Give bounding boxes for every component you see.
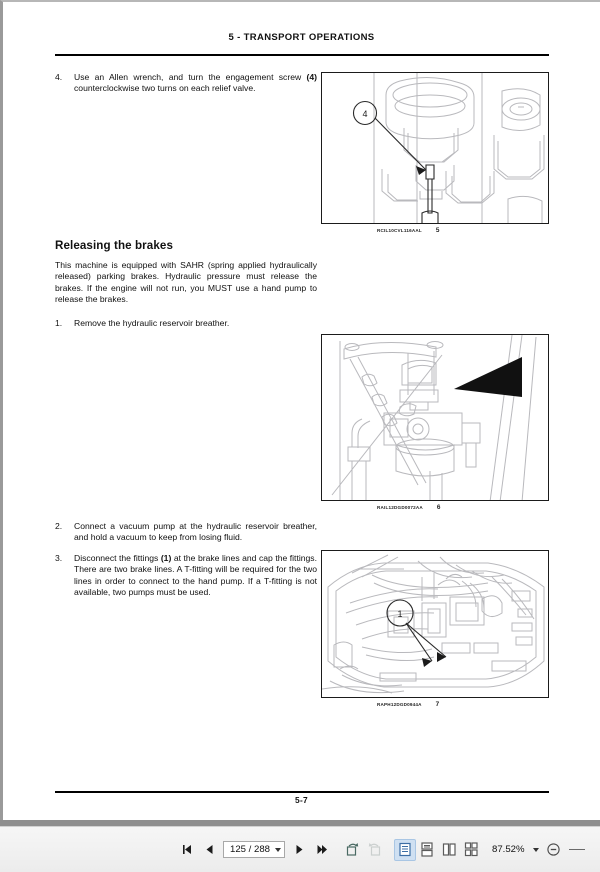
step-2-number: 2. [55,521,63,531]
footer-divider [55,791,549,793]
figure-6-caption [321,504,549,511]
rotate-clockwise-button[interactable] [341,839,363,861]
zoom-group [482,839,585,861]
two-page-continuous-view-icon [464,842,479,857]
steps-2-3-block [55,521,317,607]
pdf-toolbar [0,826,600,872]
view-single-page-button[interactable] [394,839,416,861]
section-title: Releasing the brakes [55,239,173,252]
step-4-text [74,72,317,95]
page-number-footer: 5-7 [294,795,308,805]
step-4-number: 4. [55,72,63,82]
navigation-group [176,839,332,861]
figure-6-code: RAIL12DGD0072AA [377,505,423,510]
step-4-text-part1: Use an Allen wrench, and turn the engagement screw [74,72,307,82]
zoom-out-button[interactable] [543,839,565,861]
chevron-down-icon[interactable] [275,848,281,852]
figure-7 [321,550,549,708]
list-item [55,553,317,599]
step-3-reference: (1) [160,552,172,563]
relief-valve-illustration [322,73,549,224]
rotate-group [341,839,385,861]
page-number-input[interactable] [223,841,285,858]
step-3-text [74,553,317,599]
view-mode-group [394,839,482,861]
step-1-number: 1. [55,317,63,328]
figure-5 [321,72,549,234]
hydraulic-reservoir-breather-illustration [322,335,549,501]
next-page-button[interactable] [288,839,310,861]
view-two-page-button[interactable] [438,839,460,861]
figure-5-image [321,72,549,224]
list-item [55,521,317,544]
figure-5-number: 5 [435,227,440,234]
two-page-view-icon [442,842,457,857]
running-header: 5 - TRANSPORT OPERATIONS [228,32,375,43]
previous-page-button[interactable] [198,839,220,861]
step-3-text-part1: Disconnect the fittings [74,552,161,563]
step-2-text: Connect a vacuum pump at the hydraulic reservoir breather, and hold a vacuum to keep from losing fluid. [74,521,317,543]
zoom-slider-track[interactable] [569,849,585,851]
rotate-counterclockwise-button[interactable] [363,839,385,861]
step-4-reference: (4) [306,72,317,82]
step-3-number: 3. [55,552,63,563]
header-divider [55,54,549,56]
step-4-block [55,72,317,104]
zoom-dropdown-icon[interactable] [533,848,539,852]
previous-page-icon [203,843,216,856]
view-continuous-button[interactable] [416,839,438,861]
continuous-view-icon [420,842,434,857]
rotate-counterclockwise-icon [367,842,382,857]
figure-6-number: 6 [436,504,441,511]
releasing-the-brakes-section [55,239,317,338]
step-1-text: Remove the hydraulic reservoir breather. [74,317,230,328]
figure-7-number: 7 [435,701,440,708]
zoom-out-icon [546,842,561,857]
single-page-view-icon [398,842,412,857]
step-4-text-part2: counterclockwise two turns on each relief valve. [74,83,256,94]
list-item [55,72,317,95]
figure-7-code: RAPH12DGD0944A [377,702,422,707]
rotate-clockwise-icon [345,842,360,857]
view-two-page-continuous-button[interactable] [460,839,482,861]
next-page-icon [293,843,306,856]
first-page-button[interactable] [176,839,198,861]
page-number-value: 125 / 288 [230,844,271,855]
figure-5-callout: 4 [362,109,368,119]
figure-7-callout: 1 [397,609,403,619]
list-item [55,318,317,329]
zoom-level-value: 87.52% [492,844,525,855]
last-page-icon [315,843,328,856]
last-page-button[interactable] [310,839,332,861]
figure-5-caption [321,227,549,234]
first-page-icon [181,843,194,856]
figure-6 [321,334,549,511]
figure-5-code: RCIL10CVL116AAL [377,228,422,233]
section-intro-paragraph: This machine is equipped with SAHR (spring applied hydraulically released) parking brakes. Hydraulic pressure must release the brakes. If the engine will not run, you MUST use a hand pump to release the brakes. [55,260,317,305]
brake-line-fittings-illustration [322,551,549,698]
step-3-text-part2: at the brake lines and cap the fittings. There are two brake lines. A T-fitting will be required for the two lines in order to connect to the hand pump. If a T-fitting is not available, two pumps must be used. [74,552,317,598]
figure-7-caption [321,701,549,708]
figure-7-image [321,550,549,698]
figure-6-image [321,334,549,501]
